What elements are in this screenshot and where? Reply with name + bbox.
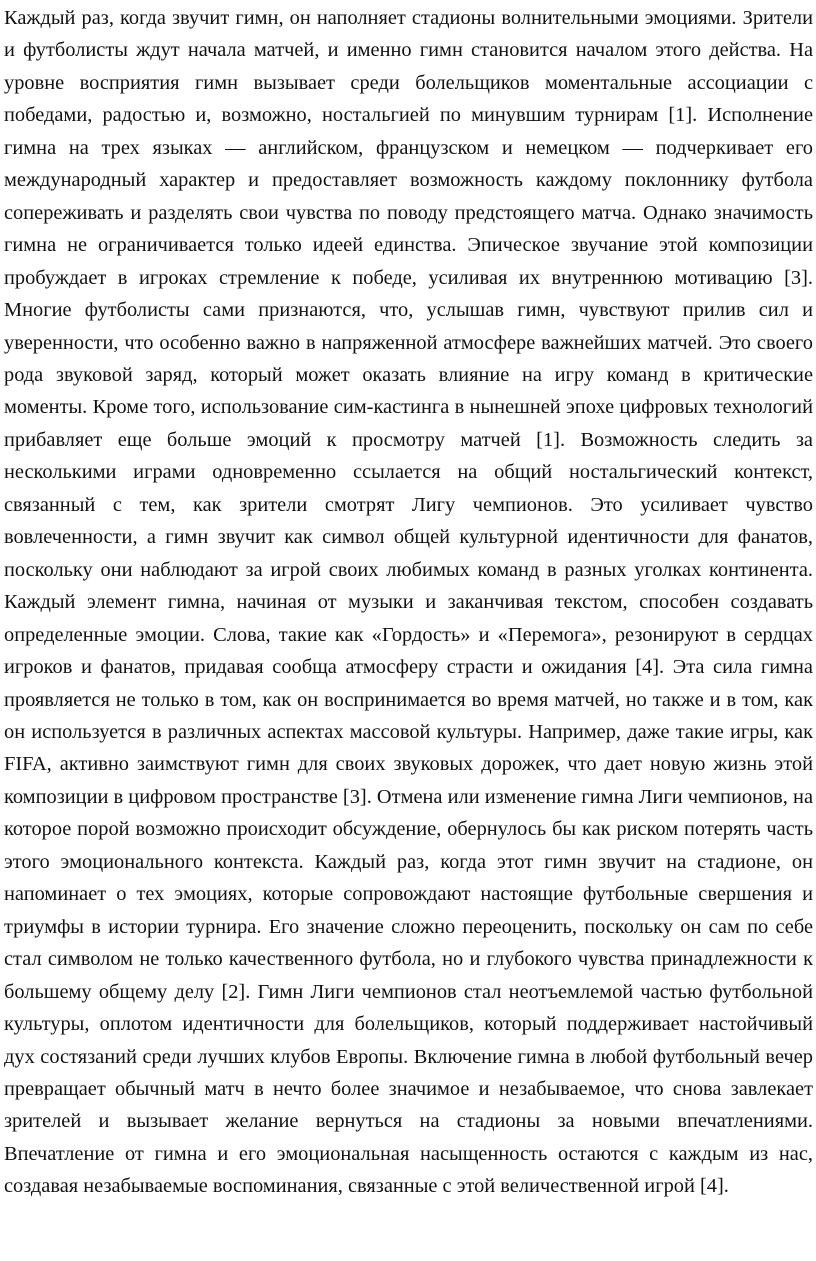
document-body: [4, 2, 813, 1203]
body-paragraph: Каждый раз, когда звучит гимн, он наполняет стадионы волнительными эмоциями. Зрители и футболисты ждут начала матчей, и именно гимн становится началом этого действа. На уровне восприятия гимн вызывает среди болельщиков моментальные ассоциации с победами, радостью и, возможно, ностальгией по минувшим турнирам [1]. Исполнение гимна на трех языках — английском, французском и немецком — подчеркивает его международный характер и предоставляет возможность каждому поклоннику футбола сопереживать и разделять свои чувства по поводу предстоящего матча. Однако значимость гимна не ограничивается только идеей единства. Эпическое звучание этой композиции пробуждает в игроках стремление к победе, усиливая их внутреннюю мотивацию [3]. Многие футболисты сами признаются, что, услышав гимн, чувствуют прилив сил и уверенности, что особенно важно в напряженной атмосфере важнейших матчей. Это своего рода звуковой заряд, который может оказать влияние на игру команд в критические моменты. Кроме того, использование сим-кастинга в нынешней эпохе цифровых технологий прибавляет еще больше эмоций к просмотру матчей [1]. Возможность следить за несколькими играми одновременно ссылается на общий ностальгический контекст, связанный с тем, как зрители смотрят Лигу чемпионов. Это усиливает чувство вовлеченности, а гимн звучит как символ общей культурной идентичности для фанатов, поскольку они наблюдают за игрой своих любимых команд в разных уголках континента. Каждый элемент гимна, начиная от музыки и заканчивая текстом, способен создавать определенные эмоции. Слова, такие как «Гордость» и «Перемога», резонируют в сердцах игроков и фанатов, придавая сообща атмосферу страсти и ожидания [4]. Эта сила гимна проявляется не только в том, как он воспринимается во время матчей, но также и в том, как он используется в различных аспектах массовой культуры. Например, даже такие игры, как FIFA, активно заимствуют гимн для своих звуковых дорожек, что дает новую жизнь этой композиции в цифровом пространстве [3]. Отмена или изменение гимна Лиги чемпионов, на которое порой возможно происходит обсуждение, обернулось бы как риском потерять часть этого эмоционального контекста. Каждый раз, когда этот гимн звучит на стадионе, он напоминает о тех эмоциях, которые сопровождают настоящие футбольные свершения и триумфы в истории турнира. Его значение сложно переоценить, поскольку он сам по себе стал символом не только качественного футбола, но и глубокого чувства принадлежности к большему общему делу [2]. Гимн Лиги чемпионов стал неотъемлемой частью футбольной культуры, оплотом идентичности для болельщиков, который поддерживает настойчивый дух состязаний среди лучших клубов Европы. Включение гимна в любой футбольный вечер превращает обычный матч в нечто более значимое и незабываемое, что снова завлекает зрителей и вызывает желание вернуться на стадионы за новыми впечатлениями. Впечатление от гимна и его эмоциональная насыщенность остаются с каждым из нас, создавая незабываемые воспоминания, связанные с этой величественной игрой [4].: [4, 7, 813, 1198]
